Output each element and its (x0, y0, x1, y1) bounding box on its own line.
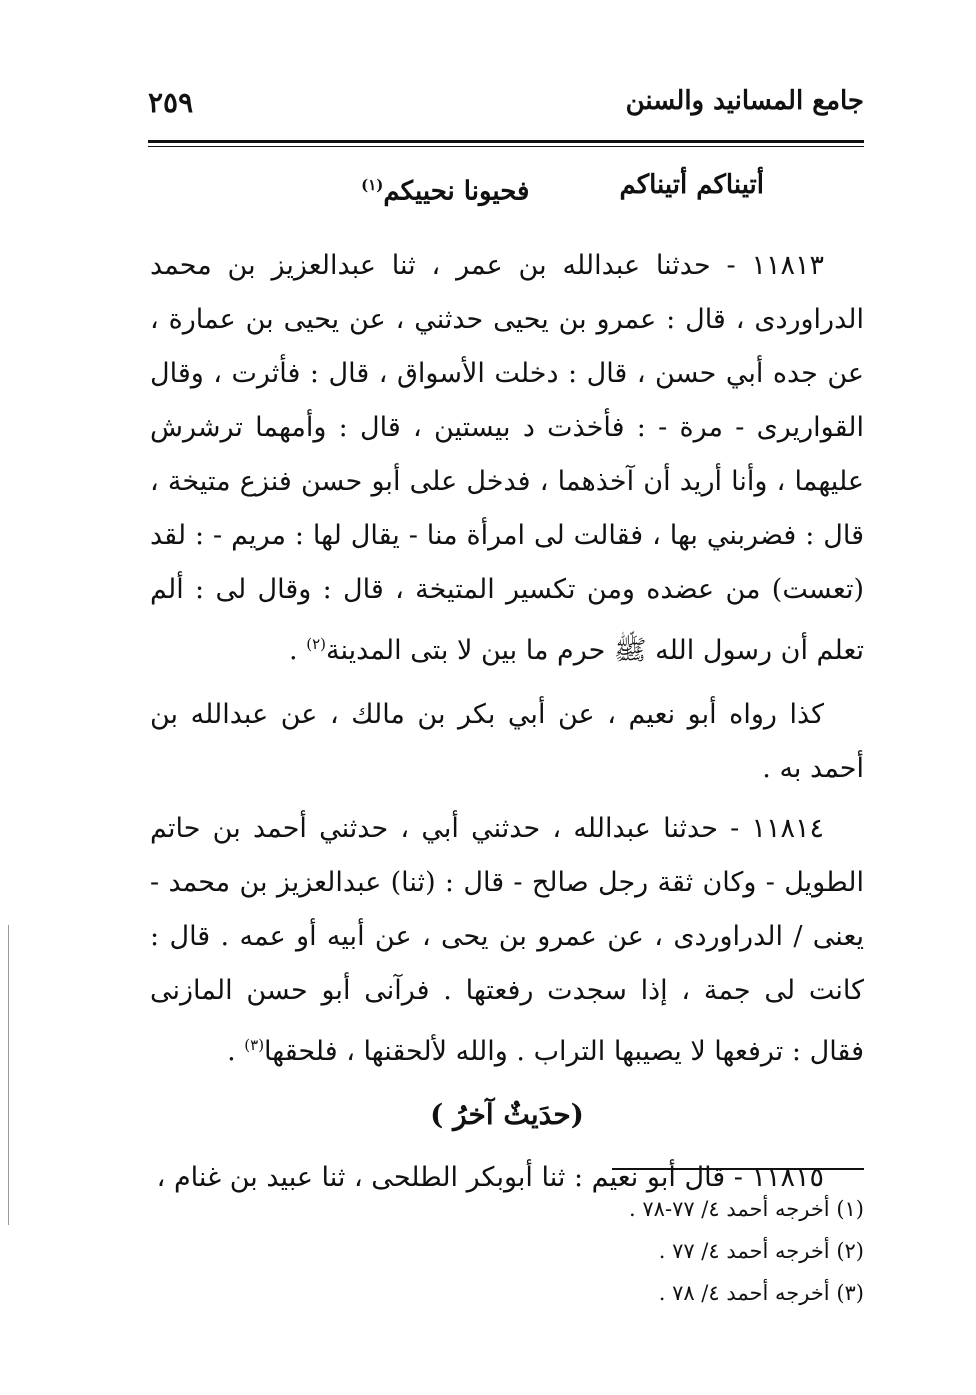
footnote-ref-1: (١) (361, 176, 384, 194)
footnote-1: (١) أخرجه أحمد ٤/ ٧٧-٧٨ . (629, 1197, 864, 1221)
hadith-11813-text: ١١٨١٣ - حدثنا عبدالله بن عمر ، ثنا عبدالعزيز بن محمد الدراوردى ، قال : عمرو بن يحيى حدثني ، عن يحيى بن عمارة ، عن جده أبي حسن ، قال : دخلت الأسواق ، قال : فأثرت ، وقال القواريرى - مرة - : فأخذت د بيستين ، قال : وأمهما ترشرش عليهما ، وأنا أريد أن آخذهما ، فدخل على أبو حسن فنزع متيخة ، قال : فضربني بها ، فقالت لى امرأة منا - يقال لها : مريم - : لقد (تعست) من عضده ومن تكسير المتيخة ، قال : وقال لى : ألم تعلم أن رسول الله ﷺ حرم ما بين لا بتى المدينة (150, 249, 864, 666)
scan-margin-line (8, 925, 9, 1225)
verse-part-2 (361, 160, 529, 217)
page-number: ٢٥٩ (148, 86, 194, 119)
page-header (148, 86, 864, 126)
narration-note: كذا رواه أبو نعيم ، عن أبي بكر بن مالك ، عن عبدالله بن أحمد به . (150, 698, 864, 784)
hadith-11814 (150, 802, 864, 1079)
hadith-11813-end: . (289, 634, 307, 666)
hadith-11813 (150, 239, 864, 678)
header-rule-thin (148, 146, 864, 147)
footnotes (629, 1188, 864, 1314)
header-rule (148, 140, 864, 143)
verse-part-1: أتيناكم أتيناكم (619, 170, 764, 200)
verse-part-2-text: فحيونا نحييكم (383, 176, 530, 207)
footnote-3: (٣) أخرجه أحمد ٤/ ٧٨ . (658, 1281, 864, 1305)
verse-line (150, 160, 764, 217)
footnote-ref-3: (٣) (244, 1035, 265, 1054)
section-subheading: (حدَيثٌ آخرُ ) (430, 1097, 584, 1131)
footnote-2: (٢) أخرجه أحمد ٤/ ٧٧ . (658, 1239, 864, 1263)
page-body (150, 160, 864, 1205)
hadith-11814-text: ١١٨١٤ - حدثنا عبدالله ، حدثني أبي ، حدثني أحمد بن حاتم الطويل - وكان ثقة رجل صالح - قال : (ثنا) عبدالعزيز بن محمد - يعنى / الدراوردى ، عن عمرو بن يحى ، عن أبيه أو عمه . قال : كانت لى جمة ، إذا سجدت رفعتها . فرآنى أبو حسن المازنى فقال : ترفعها لا يصيبها التراب . والله لألحقنها ، فلحقها (150, 812, 864, 1067)
running-title: جامع المسانيد والسنن (625, 86, 864, 116)
footnote-rule (612, 1168, 864, 1170)
footnote-ref-2: (٢) (306, 634, 326, 653)
hadith-11815: ١١٨١٥ - قال أبو نعيم : ثنا أبوبكر الطلحى ، ثنا عبيد بن غنام ، (156, 1161, 824, 1193)
hadith-11814-end: . (227, 1035, 245, 1067)
